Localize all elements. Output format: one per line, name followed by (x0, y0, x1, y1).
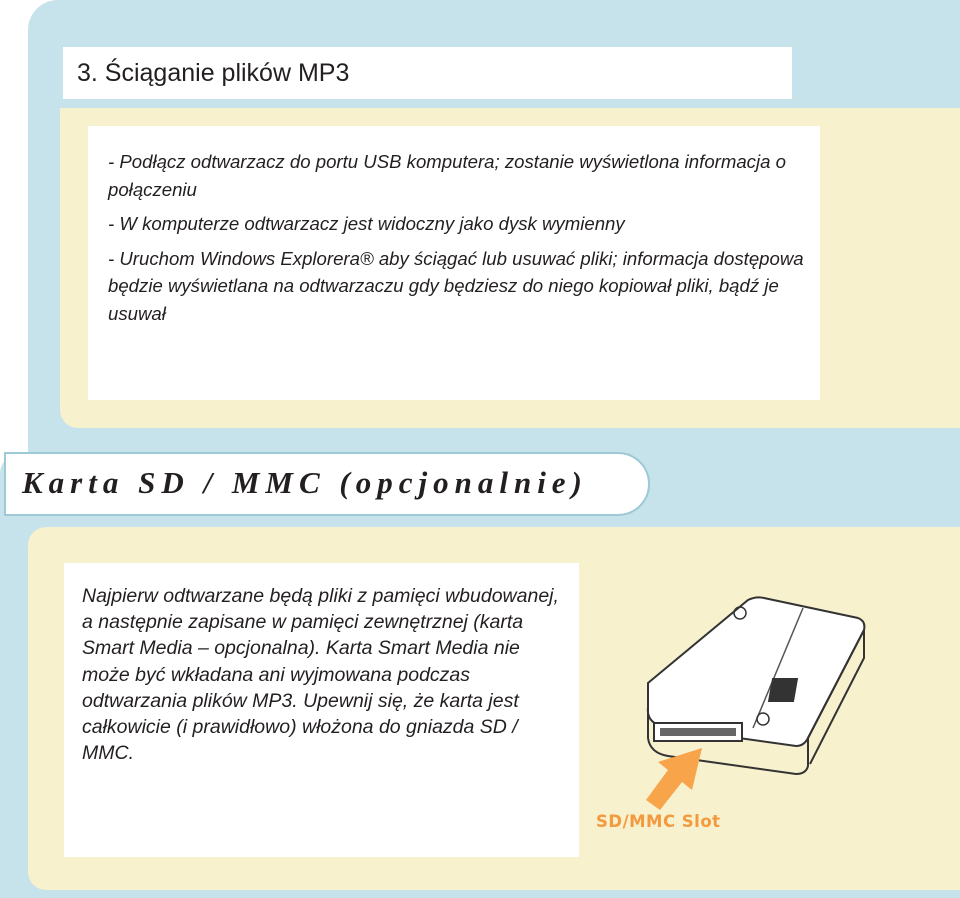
instruction-item: - W komputerze odtwarzacz jest widoczny jako dysk wymienny (108, 213, 625, 234)
card-text-box (64, 563, 579, 857)
instruction-item: - Uruchom Windows Explorera® aby ściągać lub usuwać pliki; informacja dostępowa będzie wyświetlana na odtwarzaczu gdy będziesz do niego kopiował pliki, bądź je usuwał (108, 247, 804, 324)
section-title: 3. Ściąganie plików MP3 (77, 59, 350, 87)
section-title-bar (63, 47, 792, 99)
slot-arrow-icon (640, 740, 720, 810)
instruction-item: - Podłącz odtwarzacz do portu USB komputera; zostanie wyświetlona informacja o połączeniu (108, 151, 786, 200)
card-heading-pill (4, 452, 650, 516)
slot-label: SD/MMC Slot (596, 812, 721, 831)
card-body: Najpierw odtwarzane będą pliki z pamięci wbudowanej, a następnie zapisane w pamięci zewnętrznej (karta Smart Media – opcjonalna). Karta Smart Media nie może być wkładana ani wyjmowana podczas odtwarzania plików MP3. Upewnij się, że karta jest całkowicie (i prawidłowo) włożona do gniazda SD / MMC. (82, 585, 559, 765)
instructions-box (88, 126, 820, 400)
card-heading: Karta SD / MMC (opcjonalnie) (22, 465, 588, 500)
instructions-list (108, 148, 808, 334)
